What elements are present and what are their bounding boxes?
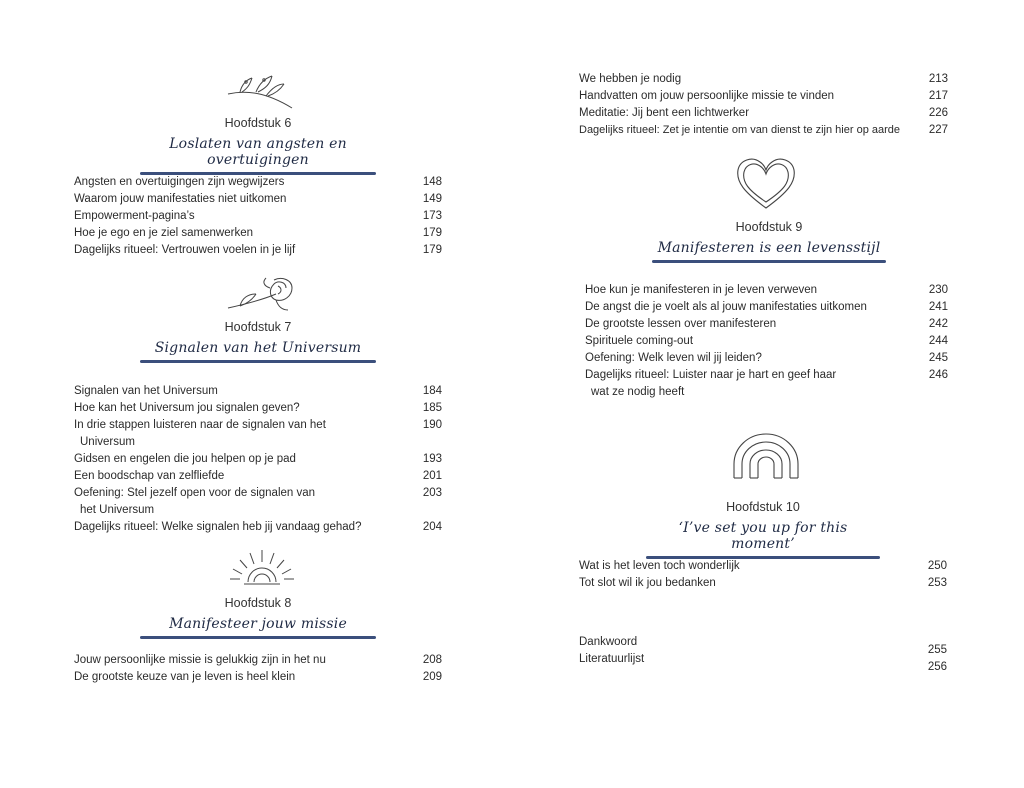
toc-entry-page: 179 [422, 227, 442, 239]
toc-entry-page: 190 [422, 419, 442, 431]
toc-entry-title: Dagelijks ritueel: Luister naar je hart en geef haar [585, 369, 837, 381]
toc-entry-title: Handvatten om jouw persoonlijke missie te vinden [579, 90, 835, 102]
toc-entry-title: Hoe kan het Universum jou signalen geven? [74, 402, 300, 414]
toc-entry-page: 217 [928, 90, 948, 102]
toc-entry[interactable] [74, 485, 442, 519]
toc-entry-title: De angst die je voelt als al jouw manifestaties uitkomen [585, 301, 867, 313]
chapter-underline [652, 260, 886, 263]
toc-entry-page: 208 [422, 654, 442, 666]
toc-entry-title-cont: wat ze nodig heeft [591, 386, 685, 398]
toc-entry-page: 148 [422, 176, 442, 188]
toc-entry[interactable] [579, 651, 947, 673]
toc-entry[interactable] [74, 417, 442, 451]
chapter-title: Manifesteer jouw missie [169, 616, 347, 632]
toc-entry-title: Dagelijks ritueel: Vertrouwen voelen in je lijf [74, 244, 296, 256]
toc-entry[interactable] [74, 519, 442, 536]
toc-entry-title: Dagelijks ritueel: Zet je intentie om van dienst te zijn hier op aarde [579, 124, 901, 136]
toc-entry-page: 184 [422, 385, 442, 397]
toc-entry[interactable] [74, 191, 442, 208]
chapter-7-header [140, 320, 376, 363]
toc-entry-title: Literatuurlijst [579, 653, 645, 665]
toc-entry[interactable] [74, 669, 442, 686]
chapter-8-continued-list [579, 71, 948, 139]
chapter-10-list [579, 558, 947, 592]
toc-entry-title: In drie stappen luisteren naar de signalen van het [74, 419, 326, 431]
toc-entry-title: Gidsen en engelen die jou helpen op je pad [74, 453, 296, 465]
toc-entry[interactable] [74, 652, 442, 669]
toc-entry[interactable] [579, 105, 948, 122]
toc-entry-page: 242 [928, 318, 948, 330]
toc-entry-page: 213 [928, 73, 948, 85]
toc-entry[interactable] [579, 575, 947, 592]
chapter-label: Hoofdstuk 9 [735, 220, 803, 234]
toc-entry[interactable] [74, 208, 442, 225]
toc-entry-page: 149 [422, 193, 442, 205]
toc-entry-title-cont: Universum [80, 436, 135, 448]
toc-entry-page: 227 [928, 124, 948, 136]
chapter-title: Signalen van het Universum [154, 340, 362, 356]
rainbow-icon [730, 430, 802, 482]
chapter-underline [140, 636, 376, 639]
toc-entry-title: De grootste lessen over manifesteren [585, 318, 777, 330]
chapter-title: ‘I’ve set you up for this moment’ [678, 520, 848, 552]
toc-entry-page: 245 [928, 352, 948, 364]
toc-entry-page: 201 [422, 470, 442, 482]
toc-entry[interactable] [74, 225, 442, 242]
chapter-label: Hoofdstuk 8 [224, 596, 292, 610]
toc-entry[interactable] [74, 468, 442, 485]
toc-entry[interactable] [585, 282, 948, 299]
toc-entry[interactable] [74, 242, 442, 259]
toc-entry-title: Waarom jouw manifestaties niet uitkomen [74, 193, 287, 205]
toc-entry-title: Wat is het leven toch wonderlijk [579, 560, 740, 572]
chapter-label: Hoofdstuk 6 [224, 116, 292, 130]
toc-entry[interactable] [74, 451, 442, 468]
toc-entry[interactable] [585, 333, 948, 350]
toc-entry-title: We hebben je nodig [579, 73, 682, 85]
toc-entry-page: 246 [928, 369, 948, 381]
toc-entry-page: 226 [928, 107, 948, 119]
toc-entry-title: Een boodschap van zelfliefde [74, 470, 225, 482]
chapter-label: Hoofdstuk 7 [224, 320, 292, 334]
toc-entry-title: Meditatie: Jij bent een lichtwerker [579, 107, 750, 119]
toc-entry-page: 204 [422, 521, 442, 533]
toc-entry[interactable] [585, 316, 948, 333]
toc-entry-page: 203 [422, 487, 442, 499]
toc-entry-page: 256 [927, 661, 947, 673]
toc-entry-page: 250 [927, 560, 947, 572]
toc-entry-page: 193 [422, 453, 442, 465]
toc-entry-title-cont: het Universum [80, 504, 155, 516]
branch-icon [222, 70, 296, 112]
toc-entry-page: 253 [927, 577, 947, 589]
chapter-6-list [74, 174, 442, 259]
toc-entry-page: 173 [422, 210, 442, 222]
sunrise-icon [226, 548, 298, 586]
chapter-title: Manifesteren is een levensstijl [657, 240, 881, 256]
chapter-label: Hoofdstuk 10 [726, 500, 800, 514]
heart-icon [734, 154, 798, 212]
chapter-title: Loslaten van angsten en overtuigingen [169, 136, 347, 168]
chapter-9-header [652, 220, 886, 263]
chapter-8-header [140, 596, 376, 639]
toc-entry-page: 209 [422, 671, 442, 683]
right-page [512, 0, 1024, 788]
toc-entry-title: Dankwoord [579, 636, 638, 648]
back-matter-list [579, 634, 947, 673]
toc-entry-title: Hoe kun je manifesteren in je leven verweven [585, 284, 818, 296]
toc-entry-title: Dagelijks ritueel: Welke signalen heb jij vandaag gehad? [74, 521, 362, 533]
toc-entry-title: Jouw persoonlijke missie is gelukkig zijn in het nu [74, 654, 326, 666]
toc-entry[interactable] [579, 71, 948, 88]
toc-entry[interactable] [579, 88, 948, 105]
toc-entry-title: Spirituele coming-out [585, 335, 694, 347]
chapter-6-header [140, 116, 376, 175]
toc-entry[interactable] [579, 634, 947, 656]
toc-entry-page: 230 [928, 284, 948, 296]
toc-entry-page: 179 [422, 244, 442, 256]
toc-entry-title: Signalen van het Universum [74, 385, 218, 397]
toc-entry-page: 241 [928, 301, 948, 313]
toc-entry-page: 255 [927, 644, 947, 656]
toc-entry[interactable] [74, 400, 442, 417]
toc-entry-title: Tot slot wil ik jou bedanken [579, 577, 716, 589]
toc-entry[interactable] [579, 558, 947, 575]
toc-entry-title: Angsten en overtuigingen zijn wegwijzers [74, 176, 285, 188]
toc-entry[interactable] [585, 299, 948, 316]
toc-entry[interactable] [579, 122, 948, 139]
toc-entry-page: 185 [422, 402, 442, 414]
chapter-10-header [646, 500, 880, 559]
toc-entry[interactable] [74, 383, 442, 400]
chapter-9-list [585, 282, 948, 401]
toc-entry-title: Hoe je ego en je ziel samenwerken [74, 227, 253, 239]
chapter-8-list [74, 652, 442, 686]
flower-icon [226, 274, 298, 314]
toc-entry-title: Oefening: Welk leven wil jij leiden? [585, 352, 762, 364]
toc-entry[interactable] [74, 174, 442, 191]
chapter-7-list [74, 383, 442, 536]
toc-entry-page: 244 [928, 335, 948, 347]
chapter-underline [140, 360, 376, 363]
toc-entry[interactable] [585, 367, 948, 401]
toc-entry-title: Empowerment-pagina’s [74, 210, 195, 222]
toc-entry[interactable] [585, 350, 948, 367]
toc-entry-title: Oefening: Stel jezelf open voor de signalen van [74, 487, 316, 499]
toc-entry-title: De grootste keuze van je leven is heel klein [74, 671, 296, 683]
